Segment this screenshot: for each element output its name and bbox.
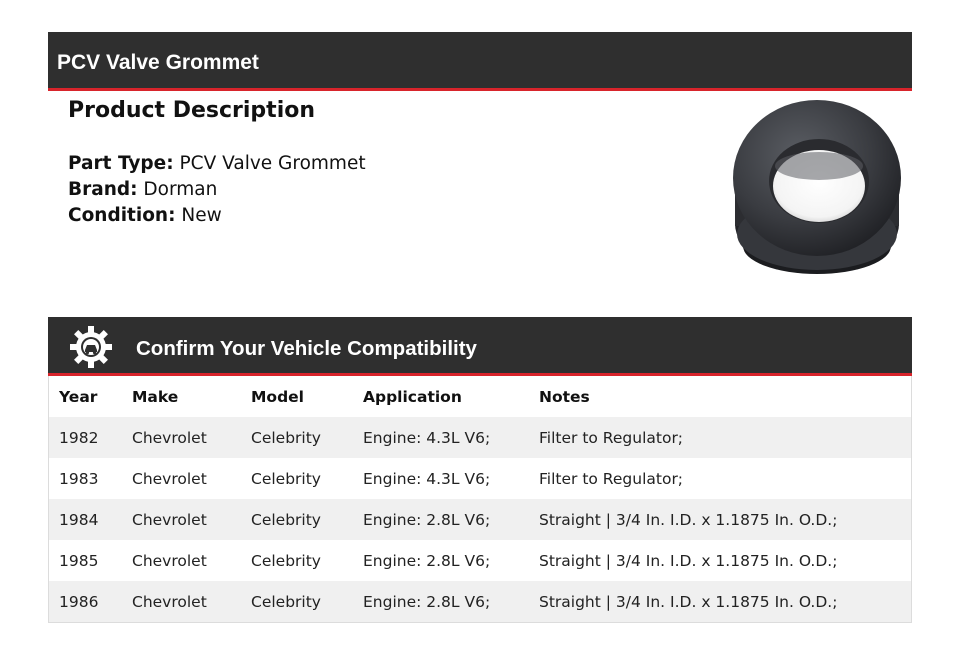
column-header-notes: Notes: [539, 388, 590, 406]
table-header-row: [49, 376, 911, 417]
description-heading: Product Description: [68, 98, 316, 123]
compatibility-title: Confirm Your Vehicle Compatibility: [136, 337, 477, 360]
cell-make: Chevrolet: [132, 593, 207, 611]
title-bar: [48, 32, 912, 91]
cell-make: Chevrolet: [132, 470, 207, 488]
cell-model: Celebrity: [251, 511, 321, 529]
spec-part-type: [68, 153, 366, 174]
table-row: [49, 417, 911, 458]
cell-notes: Straight | 3/4 In. I.D. x 1.1875 In. O.D.;: [539, 593, 838, 611]
cell-year: 1983: [59, 470, 99, 488]
cell-application: Engine: 2.8L V6;: [363, 552, 491, 570]
cell-year: 1986: [59, 593, 99, 611]
product-title: PCV Valve Grommet: [57, 51, 259, 74]
cell-model: Celebrity: [251, 470, 321, 488]
cell-application: Engine: 4.3L V6;: [363, 429, 491, 447]
column-header-make: Make: [132, 388, 179, 406]
table-row: [49, 581, 911, 622]
compatibility-table: [48, 376, 912, 623]
table-row: [49, 458, 911, 499]
cell-make: Chevrolet: [132, 429, 207, 447]
cell-make: Chevrolet: [132, 552, 207, 570]
cell-notes: Filter to Regulator;: [539, 470, 684, 488]
cell-notes: Straight | 3/4 In. I.D. x 1.1875 In. O.D.;: [539, 511, 838, 529]
cell-notes: Straight | 3/4 In. I.D. x 1.1875 In. O.D.;: [539, 552, 838, 570]
cell-model: Celebrity: [251, 593, 321, 611]
spec-value: Dorman: [143, 179, 218, 200]
cell-application: Engine: 2.8L V6;: [363, 511, 491, 529]
column-header-year: Year: [59, 388, 98, 406]
spec-value: PCV Valve Grommet: [179, 153, 366, 174]
product-image: [727, 96, 907, 281]
spec-brand: [68, 179, 217, 200]
gear-car-icon: [69, 325, 113, 369]
cell-model: Celebrity: [251, 552, 321, 570]
spec-condition: [68, 205, 222, 226]
column-header-application: Application: [363, 388, 462, 406]
compatibility-bar: [48, 317, 912, 376]
cell-application: Engine: 4.3L V6;: [363, 470, 491, 488]
cell-notes: Filter to Regulator;: [539, 429, 684, 447]
table-row: [49, 499, 911, 540]
spec-label: Condition:: [68, 205, 176, 226]
spec-label: Part Type:: [68, 153, 174, 174]
cell-year: 1985: [59, 552, 99, 570]
cell-year: 1982: [59, 429, 99, 447]
table-row: [49, 540, 911, 581]
spec-value: New: [181, 205, 222, 226]
spec-label: Brand:: [68, 179, 138, 200]
cell-year: 1984: [59, 511, 99, 529]
column-header-model: Model: [251, 388, 304, 406]
cell-application: Engine: 2.8L V6;: [363, 593, 491, 611]
cell-model: Celebrity: [251, 429, 321, 447]
cell-make: Chevrolet: [132, 511, 207, 529]
